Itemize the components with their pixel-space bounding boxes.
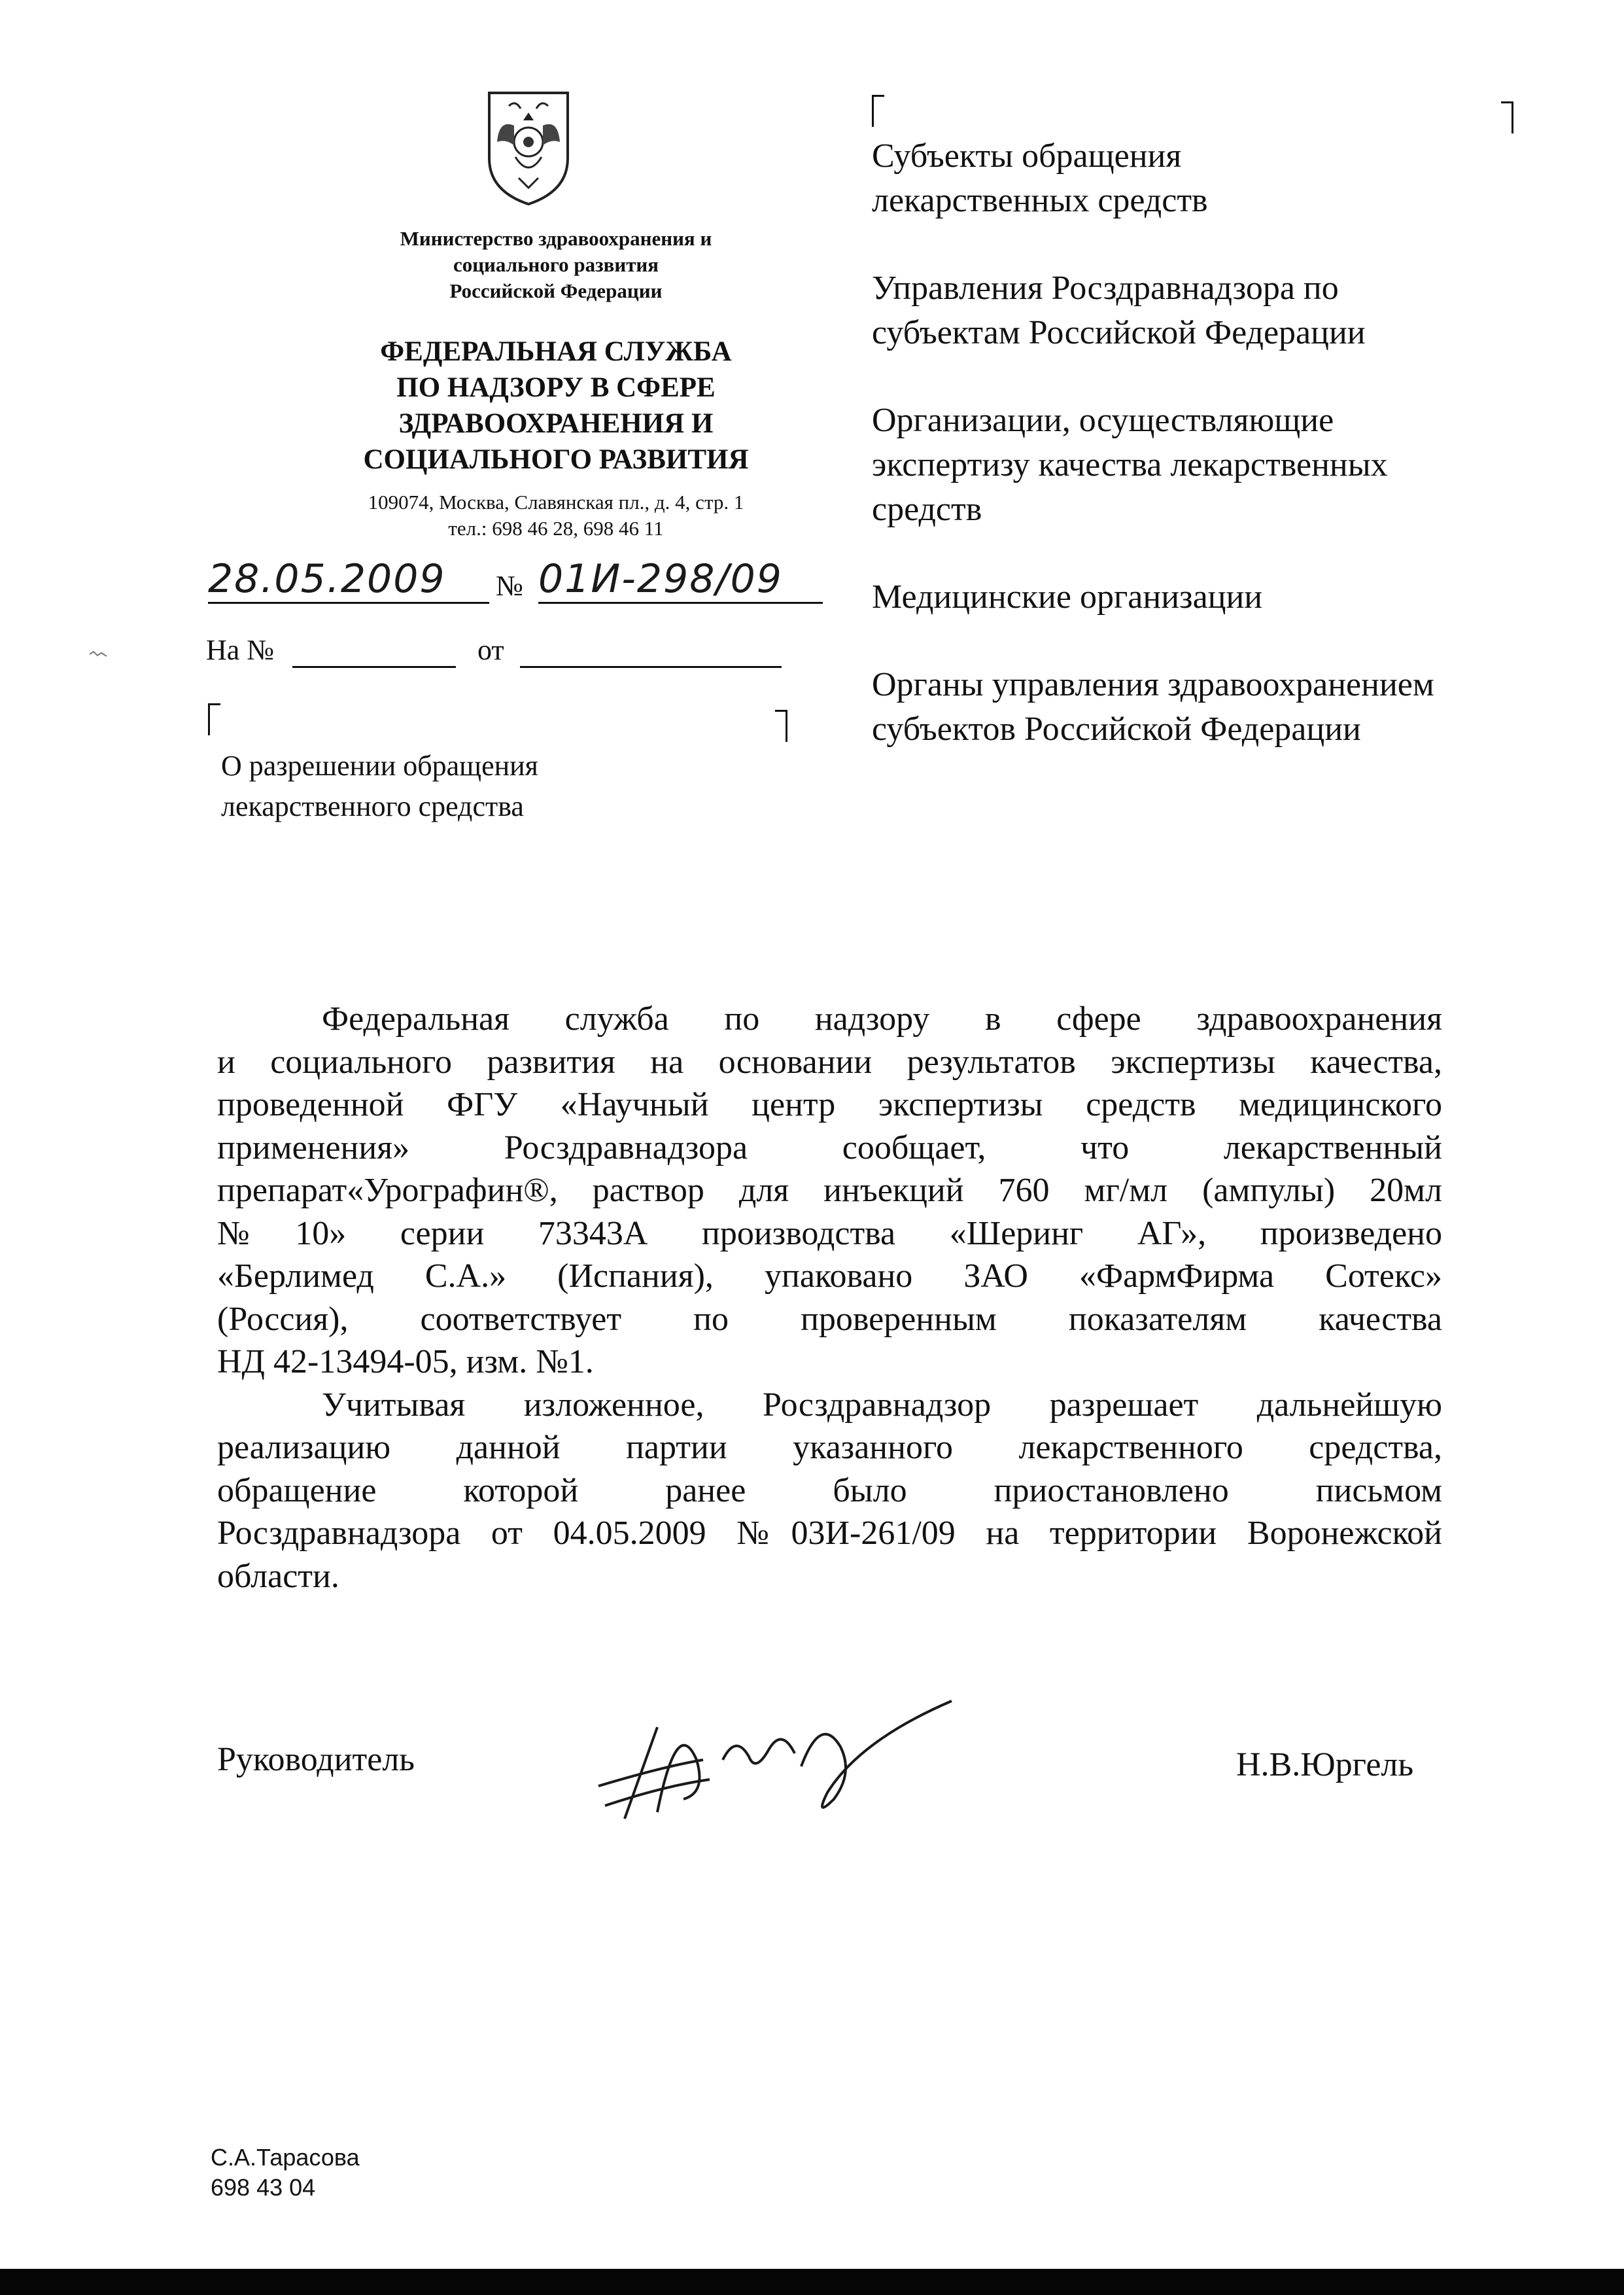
recipients-list [872, 134, 1559, 752]
body-line: препарат«Урографин®, раствор для инъекций 760 мг/мл (ампулы) 20мл [217, 1172, 1442, 1209]
executor-info [211, 2143, 360, 2203]
recipient-line: средств [872, 491, 982, 528]
service-line: ЗДРАВООХРАНЕНИЯ И [398, 408, 714, 439]
recipient-group [872, 266, 1559, 355]
registration-date: 28.05.2009 [208, 556, 489, 604]
phone-line: тел.: 698 46 28, 698 46 11 [448, 517, 664, 540]
recipient-line: Управления Росздравнадзора по [872, 270, 1339, 307]
recipient-bracket-left [872, 95, 884, 127]
recipient-bracket-right [1501, 101, 1513, 133]
recipient-line: Органы управления здравоохранением [872, 666, 1434, 703]
service-line: ПО НАДЗОРУ В СФЕРЕ [396, 372, 716, 403]
body-line: НД 42-13494-05, изм. №1. [217, 1343, 594, 1380]
body-line: области. [217, 1557, 339, 1595]
body-line: Федеральная служба по надзору в сфере здравоохранения [322, 1000, 1442, 1038]
signer-name: Н.В.Юргель [1236, 1746, 1414, 1783]
body-line: Учитывая изложенное, Росздравнадзор разрешает дальнейшую [322, 1386, 1442, 1424]
body-paragraph-2 [217, 1384, 1442, 1598]
ministry-line: социального развития [453, 253, 659, 276]
scan-bottom-edge [0, 2269, 1624, 2295]
ministry-name [281, 226, 831, 304]
reply-number-blank [292, 666, 456, 668]
scan-artifact [88, 648, 114, 661]
body-line: Росздравнадзора от 04.05.2009 №03И-261/09 на территории Воронежской [217, 1515, 1442, 1552]
recipient-group [872, 134, 1559, 223]
address-line: 109074, Москва, Славянская пл., д. 4, стр. 1 [368, 491, 744, 514]
body-line: и социального развития на основании результатов экспертизы качества, [217, 1043, 1442, 1081]
letter-body [217, 998, 1442, 1598]
executor-phone: 698 43 04 [211, 2174, 316, 2201]
body-paragraph-1 [217, 998, 1442, 1384]
in-reply-line [206, 633, 782, 673]
registration-number: 01И-298/09 [538, 556, 823, 604]
sender-address [262, 489, 850, 542]
service-line: ФЕДЕРАЛЬНАЯ СЛУЖБА [380, 336, 732, 367]
ministry-line: Российской Федерации [449, 279, 663, 302]
subject-bracket-right [775, 710, 787, 742]
recipient-line: Организации, осуществляющие [872, 402, 1334, 439]
subject-bracket-left [208, 703, 220, 735]
reply-from-label: от [477, 634, 504, 666]
recipient-group [872, 663, 1559, 752]
ministry-line: Министерство здравоохранения и [400, 227, 712, 250]
recipient-line: субъектов Российской Федерации [872, 710, 1361, 748]
subject-line: О разрешении обращения [221, 750, 538, 782]
recipient-line: экспертизу качества лекарственных [872, 446, 1388, 483]
service-line: СОЦИАЛЬНОГО РАЗВИТИЯ [363, 444, 749, 475]
recipient-line: Медицинские организации [872, 578, 1263, 616]
body-line: проведенной ФГУ «Научный центр экспертизы средств медицинского [217, 1086, 1442, 1123]
subject-line: лекарственного средства [221, 790, 524, 822]
registration-line [208, 556, 829, 615]
recipient-group [872, 575, 1559, 620]
recipient-line: субъектам Российской Федерации [872, 314, 1366, 351]
executor-name: С.А.Тарасова [211, 2144, 360, 2171]
letter-subject [221, 746, 679, 827]
recipient-line: Субъекты обращения [872, 137, 1182, 175]
russian-coat-of-arms-icon [463, 80, 594, 211]
handwritten-signature [585, 1688, 978, 1832]
body-line: обращение которой ранее было приостановлено письмом [217, 1471, 1442, 1509]
body-line: (Россия), соответствует по проверенным показателям качества [217, 1300, 1442, 1338]
body-line: «Берлимед С.А.» (Испания), упаковано ЗАО «ФармФирма Сотекс» [217, 1257, 1442, 1295]
body-line: применения» Росздравнадзора сообщает, что лекарственный [217, 1129, 1442, 1166]
reply-date-blank [520, 666, 782, 668]
recipient-line: лекарственных средств [872, 182, 1208, 219]
reply-number-label: На № [206, 634, 275, 666]
signer-title: Руководитель [217, 1741, 415, 1778]
number-label: № [496, 570, 523, 602]
body-line: №10» серии 73343А производства «Шеринг АГ», произведено [217, 1214, 1442, 1252]
body-line: реализацию данной партии указанного лекарственного средства, [217, 1429, 1442, 1466]
service-name [281, 334, 831, 478]
recipient-group [872, 398, 1559, 532]
